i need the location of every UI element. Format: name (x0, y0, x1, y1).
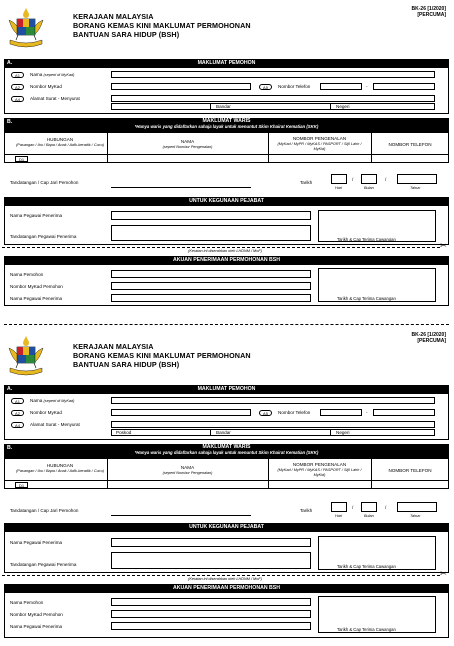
cut-line (2, 247, 440, 248)
phone-dash: - (366, 410, 368, 415)
a2-label: Nombor MyKad (30, 410, 62, 415)
a1-tag: A1 (11, 398, 24, 404)
phone-number-input[interactable] (373, 409, 435, 416)
officer-sig-label: Tandatangan Pegawai Penerima (10, 234, 77, 239)
section-a-title: MAKLUMAT PEMOHON (197, 60, 256, 66)
office-title: UNTUK KEGUNAAN PEJABAT (189, 524, 264, 530)
officer-name-input[interactable] (111, 211, 311, 220)
applicant-name-input[interactable] (111, 270, 311, 278)
mykad-input[interactable] (111, 83, 251, 90)
office-header (4, 523, 449, 531)
applicant-mykad-input[interactable] (111, 282, 311, 290)
col-nama-sub: (seperti Nombor Pengenalan) (162, 145, 213, 149)
a2-label: Nombor MyKad (30, 84, 62, 89)
address-input[interactable] (111, 95, 435, 102)
officer-name-label: Nama Pegawai Penerima (10, 540, 63, 545)
col-hubungan-sub: (Pasangan / Ibu / Bapa / Anak / Adik-beradik / Cucu) (16, 469, 104, 473)
col-hubungan-title: HUBUNGAN (46, 137, 74, 142)
col-ic-sub: (MyKad / MyPR / MyKAS / PASPORT / Sijil Lahir / MyKid) (277, 468, 362, 477)
section-b-letter: B. (7, 119, 13, 125)
year-input[interactable] (397, 502, 437, 512)
bulan-label: Bulan (364, 186, 374, 190)
col-phone-title: NOMBOR TELEFON (388, 468, 432, 473)
divider (330, 429, 331, 436)
officer-name-label: Nama Pegawai Penerima (10, 213, 63, 218)
tahun-label: Tahun (410, 514, 421, 518)
form-title-line1: KERAJAAN MALAYSIA (73, 12, 154, 21)
col-hubungan-sub: (Pasangan / Ibu / Bapa / Anak / Adik-beradik / Cucu) (16, 143, 104, 147)
applicant-name-label: Nama Pemohon (10, 272, 44, 277)
name-input[interactable] (111, 397, 435, 404)
a1-label (30, 72, 74, 78)
day-input[interactable] (331, 502, 347, 512)
section-a-title: MAKLUMAT PEMOHON (197, 386, 256, 392)
date-slash-1: / (352, 505, 354, 510)
col-phone-title: NOMBOR TELEFON (388, 142, 432, 147)
a5-label: Nombor Telefon (278, 84, 311, 89)
applicant-mykad-label: Nombor MyKad Pemohon (10, 612, 63, 617)
poskod-label: Poskod (116, 430, 132, 435)
tahun-label: Tahun (410, 186, 421, 190)
malaysia-coat-of-arms-icon (6, 6, 46, 50)
officer-sig-input[interactable] (111, 552, 311, 569)
cut-note: (Keratan ini diserahkan oleh LHDNM / MoF) (188, 249, 262, 253)
hari-label: Hari (335, 186, 342, 190)
section-b-note: *Hanya waris yang didaftarkan sahaja layak untuk menuntut Skim Khairat Kematian (SKK) (134, 124, 319, 129)
receipt-header (4, 584, 449, 592)
section-b-header (4, 118, 449, 132)
receipt-officer-input[interactable] (111, 294, 311, 302)
col-ic-title: NOMBOR PENGENALAN (292, 136, 347, 141)
a1-label-text: Nama (30, 398, 43, 403)
a4-label: Alamat Surat - Menyurat (30, 96, 80, 101)
year-input[interactable] (397, 174, 437, 184)
mykad-input[interactable] (111, 409, 251, 416)
section-a-letter: A. (7, 386, 13, 392)
a1-hint: (seperti di MyKad) (43, 399, 75, 403)
scissors-icon: ✂ (440, 241, 447, 250)
a1-label-text: Nama (30, 72, 43, 77)
officer-name-input[interactable] (111, 538, 311, 547)
date-slash-2: / (385, 505, 387, 510)
a5-tag: A5 (259, 410, 272, 416)
section-b-title: MAKLUMAT WARIS (202, 118, 251, 124)
office-header (4, 197, 449, 205)
scissors-icon: ✂ (440, 569, 447, 578)
date-slash-2: / (385, 177, 387, 182)
a5-label: Nombor Telefon (278, 410, 311, 415)
officer-sig-label: Tandatangan Pegawai Penerima (10, 562, 77, 567)
page-cut-line (4, 324, 449, 325)
divider (4, 154, 449, 155)
section-a-header (4, 385, 449, 393)
d1-tag: D1 (15, 156, 28, 162)
hari-label: Hari (335, 514, 342, 518)
cut-line (2, 575, 440, 576)
date-slash-1: / (352, 177, 354, 182)
a5-tag: A5 (259, 84, 272, 90)
section-b-header (4, 444, 449, 458)
col-nama-title: NAMA (180, 139, 195, 144)
a1-label (30, 398, 74, 404)
section-b-title: MAKLUMAT WARIS (202, 444, 251, 450)
col-nama-title: NAMA (180, 465, 195, 470)
malaysia-coat-of-arms-icon (6, 334, 46, 378)
month-input[interactable] (361, 174, 377, 184)
day-input[interactable] (331, 174, 347, 184)
receipt-header (4, 256, 449, 264)
signature-label: Tandatangan / Cap Jari Pemohon (10, 508, 79, 513)
a4-tag: A4 (11, 96, 24, 102)
date-label: Tarikh (300, 180, 313, 185)
divider (4, 480, 449, 481)
col-ic-sub: (MyKad / MyPR / MyKAS / PASPORT / Sijil Lahir / MyKid) (277, 142, 362, 151)
receipt-officer-label: Nama Pegawai Penerima (10, 296, 63, 301)
applicant-name-input[interactable] (111, 598, 311, 606)
receipt-stamp-label: Tarikh & Cap Terima Cawangan (337, 627, 396, 632)
form-title-line2: BORANG KEMAS KINI MAKLUMAT PERMOHONAN (73, 21, 251, 30)
applicant-mykad-label: Nombor MyKad Pemohon (10, 284, 63, 289)
form-title-line3: BANTUAN SARA HIDUP (BSH) (73, 30, 180, 39)
d1-tag: D1 (15, 482, 28, 488)
col-nama-sub: (seperti Nombor Pengenalan) (162, 471, 213, 475)
phone-number-input[interactable] (373, 83, 435, 90)
form-copy-2 (0, 328, 454, 646)
divider (210, 429, 211, 436)
address-line2-input[interactable] (111, 103, 435, 110)
applicant-mykad-input[interactable] (111, 610, 311, 618)
receipt-title: AKUAN PENERIMAAN PERMOHONAN BSH (173, 585, 280, 591)
office-stamp-label: Tarikh & Cap Terima Cawangan (337, 564, 396, 569)
free-label: [PERCUMA] (417, 338, 446, 344)
section-a-header (4, 59, 449, 67)
bandar-label: Bandar (216, 430, 231, 435)
negeri-label: Negeri (336, 104, 350, 109)
form-code: BK-26 [1/2020] (411, 332, 446, 338)
applicant-name-label: Nama Pemohon (10, 600, 44, 605)
bandar-label: Bandar (216, 104, 231, 109)
section-a-letter: A. (7, 60, 13, 66)
office-title: UNTUK KEGUNAAN PEJABAT (189, 198, 264, 204)
form-copy-1 (0, 0, 454, 318)
col-hubungan-title: HUBUNGAN (46, 463, 74, 468)
a1-hint: (seperti di MyKad) (43, 73, 75, 77)
a1-tag: A1 (11, 72, 24, 78)
receipt-title: AKUAN PENERIMAAN PERMOHONAN BSH (173, 257, 280, 263)
a2-tag: A2 (11, 410, 24, 416)
phone-dash: - (366, 84, 368, 89)
phone-prefix-input[interactable] (320, 83, 362, 90)
officer-sig-input[interactable] (111, 225, 311, 241)
negeri-label: Negeri (336, 430, 350, 435)
free-label: [PERCUMA] (417, 12, 446, 18)
form-title-line3: BANTUAN SARA HIDUP (BSH) (73, 360, 180, 369)
form-code: BK-26 [1/2020] (411, 6, 446, 12)
cut-note: (Keratan ini diserahkan oleh LHDNM / MoF) (188, 577, 262, 581)
receipt-officer-label: Nama Pegawai Penerima (10, 624, 63, 629)
section-b-note: *Hanya waris yang didaftarkan sahaja layak untuk menuntut Skim Khairat Kematian (SKK) (134, 450, 319, 455)
address-line2-input[interactable] (111, 429, 435, 436)
signature-field[interactable] (111, 500, 251, 516)
date-label: Tarikh (300, 508, 313, 513)
a4-label: Alamat Surat - Menyurat (30, 422, 80, 427)
phone-prefix-input[interactable] (320, 409, 362, 416)
form-title-line2: BORANG KEMAS KINI MAKLUMAT PERMOHONAN (73, 351, 251, 360)
address-input[interactable] (111, 421, 435, 428)
a4-tag: A4 (11, 422, 24, 428)
office-stamp-label: Tarikh & Cap Terima Cawangan (337, 237, 396, 242)
signature-field[interactable] (111, 172, 251, 188)
month-input[interactable] (361, 502, 377, 512)
col-ic-title: NOMBOR PENGENALAN (292, 462, 347, 467)
a2-tag: A2 (11, 84, 24, 90)
section-b-letter: B. (7, 445, 13, 451)
receipt-stamp-label: Tarikh & Cap Terima Cawangan (337, 296, 396, 301)
receipt-officer-input[interactable] (111, 622, 311, 630)
name-input[interactable] (111, 71, 435, 78)
signature-label: Tandatangan / Cap Jari Pemohon (10, 180, 79, 185)
bulan-label: Bulan (364, 514, 374, 518)
form-title-line1: KERAJAAN MALAYSIA (73, 342, 154, 351)
